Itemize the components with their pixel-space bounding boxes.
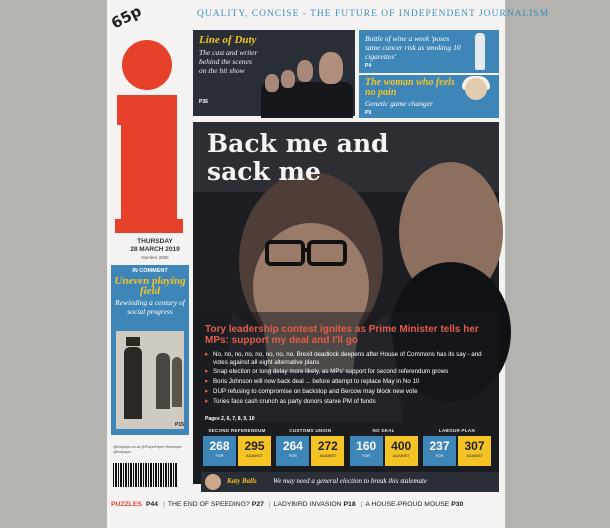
teaser-title: Line of Duty: [199, 34, 257, 46]
columnist-name: Katy Balls: [227, 477, 257, 485]
teaser-line-of-duty[interactable]: [193, 30, 355, 116]
teaser-page: P9: [365, 110, 372, 116]
figure-body: [172, 357, 182, 407]
vote-for-word: FOR: [288, 454, 297, 458]
newspaper-front-page: [107, 0, 550, 528]
vote-against-count: 307: [464, 439, 485, 453]
vote-for-box: [203, 436, 236, 466]
issue-number: Number 2565: [141, 255, 169, 260]
separator: |: [360, 500, 363, 508]
vote-against-box: [238, 436, 271, 466]
vote-against-count: 272: [317, 439, 338, 453]
woman-photo: [465, 78, 487, 100]
bullet-item: ▸ Boris Johnson will now back deal ... before attempt to replace May in No 10: [205, 377, 489, 387]
teaser-page: P4: [365, 63, 372, 69]
vote-label: LABOUR PLAN: [438, 428, 476, 433]
vote-against-count: 400: [391, 439, 412, 453]
comment-photo: [116, 331, 184, 429]
footer-ladybird[interactable]: LADYBIRD INVASION: [273, 500, 342, 508]
cast-face: [281, 70, 295, 88]
footer-page: P18: [343, 500, 356, 508]
columnist-quote: We may need a general election to break this stalemate: [273, 477, 428, 485]
footer-puzzles[interactable]: PUZZLES: [111, 500, 142, 508]
vote-for-count: 237: [429, 439, 450, 453]
vote-second-referendum: [203, 428, 271, 474]
teaser-subtitle: Genetic game changer: [365, 99, 433, 108]
votes-panel: [203, 428, 491, 474]
separator: |: [268, 500, 271, 508]
main-headline: Back me and sack me: [207, 129, 389, 186]
comment-title: Uneven playing field: [114, 275, 186, 297]
footer-mouse[interactable]: A HOUSE-PROUD MOUSE: [365, 500, 450, 508]
vote-for-count: 268: [209, 439, 230, 453]
dateline: [115, 238, 195, 262]
teaser-title: The woman who feels no pain: [365, 77, 455, 98]
vote-for-box: [276, 436, 309, 466]
teaser-page: P36: [199, 99, 208, 105]
main-story[interactable]: [193, 122, 499, 484]
story-pages: Pages 2, 6, 7, 8, 9, 10: [205, 416, 255, 422]
cast-face: [265, 74, 279, 92]
vote-customs-union: [276, 428, 344, 474]
social-handles: @theipaper.co.uk @iPaperPaper f/theipaper @theipaper: [113, 445, 182, 454]
masthead-tagline: QUALITY, CONCISE - THE FUTURE OF INDEPENDENT JOURNALISM: [197, 9, 550, 19]
vote-labour-plan: [423, 428, 491, 474]
comment-page: P15: [175, 422, 184, 428]
bullet-item: ▸ No, no, no, no, no, no, no, no. Brexit deadlock deepens after House of Commons has its say - and votes against all eight alternative plans: [205, 351, 489, 367]
vote-against-word: AGAINST: [246, 454, 263, 458]
teaser-no-pain[interactable]: [359, 75, 499, 118]
vote-for-box: [423, 436, 456, 466]
vote-against-word: AGAINST: [392, 454, 410, 458]
separator: |: [163, 500, 165, 508]
comment-label: IN COMMENT: [132, 268, 168, 274]
main-standfirst: Tory leadership contest ignites as Prime Minister tells her MPs: support my deal and I'll go: [205, 324, 479, 346]
footer-page: P27: [251, 500, 264, 508]
date: 28 MARCH 2019: [130, 246, 180, 253]
bullet-item: ▸ DUP refusing to compromise on backstop and Bercow may block new vote: [205, 387, 489, 397]
masthead-logo-stem: [121, 95, 177, 233]
vote-for-word: FOR: [362, 454, 371, 458]
bullet-item: ▸ Snap election or long delay more likely, as MPs' support for second referendum grows: [205, 367, 489, 377]
vote-for-word: FOR: [435, 454, 444, 458]
vote-label: SECOND REFERENDUM: [208, 428, 266, 433]
teaser-wine[interactable]: [359, 30, 499, 73]
vote-for-count: 160: [356, 439, 377, 453]
bullet-list: [205, 351, 489, 407]
columnist-strip[interactable]: [201, 472, 499, 492]
bullet-item: ▸ Tories face cash crunch as party donors starve PM of funds: [205, 397, 489, 407]
vote-against-box: [311, 436, 344, 466]
cast-face: [319, 52, 343, 84]
vote-for-count: 264: [282, 439, 303, 453]
comment-panel[interactable]: [111, 265, 189, 435]
vote-against-word: AGAINST: [466, 454, 483, 458]
figure-top-hat: [126, 337, 140, 346]
avatar: [205, 474, 221, 490]
figure-body: [124, 347, 142, 419]
footer-page: P44: [145, 500, 159, 508]
vote-for-word: FOR: [215, 454, 224, 458]
comment-subtitle: Rewinding a century of social progress: [115, 298, 185, 316]
teaser-text: Bottle of wine a week 'poses same cancer risk as smoking 10 cigarettes': [365, 34, 461, 61]
figure-body: [156, 353, 170, 409]
vote-label: CUSTOMS UNION: [289, 428, 332, 433]
vote-against-word: AGAINST: [319, 454, 337, 458]
cover-price: 65p: [108, 1, 145, 33]
teaser-subtitle: The cast and writer behind the scenes on the hit show: [199, 48, 258, 75]
footer-page: P30: [451, 500, 464, 508]
barcode: [113, 463, 177, 487]
wine-bottle-image: [475, 33, 485, 70]
masthead-logo-dot: [122, 40, 172, 90]
vote-label: NO DEAL: [372, 428, 395, 433]
vote-against-count: 295: [244, 439, 265, 453]
vote-for-box: [350, 436, 383, 466]
footer-teasers: [111, 496, 501, 512]
vote-no-deal: [350, 428, 418, 474]
vote-against-box: [385, 436, 418, 466]
vote-against-box: [458, 436, 491, 466]
date-day: THURSDAY: [137, 238, 173, 245]
cast-face: [297, 60, 313, 82]
footer-speeding[interactable]: THE END OF SPEEDING?: [167, 500, 250, 508]
